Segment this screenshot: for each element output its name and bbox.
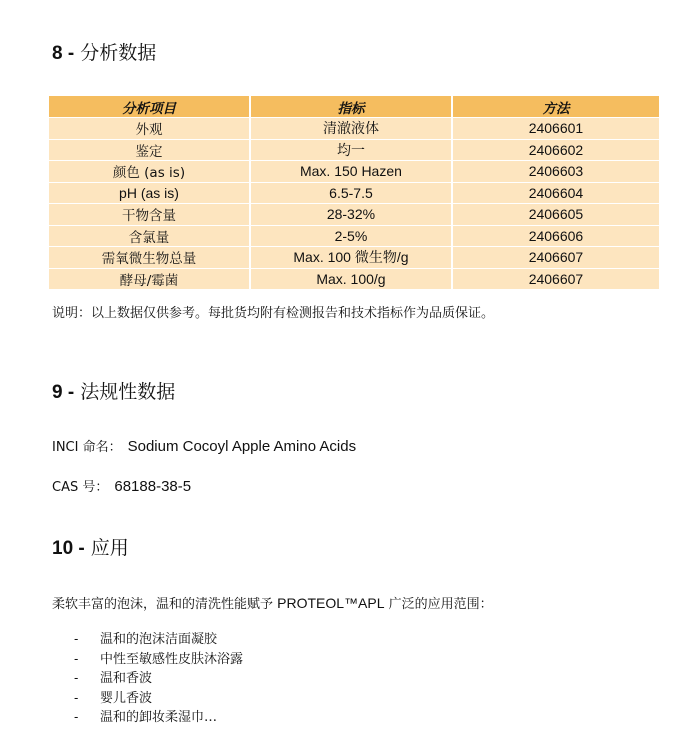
list-item-text: 温和的卸妆柔湿巾… <box>100 710 218 725</box>
section-8-heading <box>52 38 156 65</box>
header-item: 分析项目 <box>49 96 249 117</box>
cell-spec: Max. 100 微生物/g <box>251 246 451 268</box>
cell-method: 2406601 <box>453 117 659 139</box>
list-item <box>52 649 243 669</box>
section-9-heading <box>52 377 175 404</box>
cell-spec: 清澈液体 <box>251 117 451 139</box>
section-number: 9 - <box>52 382 75 403</box>
section-title: 分析数据 <box>80 42 157 64</box>
cell-spec: 均一 <box>251 139 451 161</box>
section-title: 应用 <box>90 537 129 559</box>
section-10-heading <box>52 533 129 560</box>
bullet-dash: - <box>74 670 79 685</box>
table-row <box>49 182 659 204</box>
table-row <box>49 225 659 247</box>
table-row <box>49 246 659 268</box>
applications-intro <box>52 593 493 612</box>
list-item-text: 婴儿香波 <box>100 690 153 706</box>
cell-spec: 2-5% <box>251 225 451 247</box>
cell-method: 2406602 <box>453 139 659 161</box>
cell-method: 2406605 <box>453 203 659 225</box>
list-item-text: 温和香波 <box>100 671 153 686</box>
cell-spec: Max. 150 Hazen <box>251 160 451 182</box>
cell-item: 需氧微生物总量 <box>49 246 249 268</box>
bullet-dash: - <box>74 631 79 646</box>
inci-value: Sodium Cocoyl Apple Amino Acids <box>127 438 357 455</box>
header-method: 方法 <box>453 96 659 117</box>
list-item <box>52 688 243 708</box>
table-row <box>49 117 659 139</box>
cas-label: CAS 号： <box>52 480 109 495</box>
section-title: 法规性数据 <box>80 381 176 403</box>
inci-label: INCI 命名： <box>52 440 122 455</box>
cell-method: 2406607 <box>453 268 659 290</box>
cell-item: 酵母/霉菌 <box>49 268 249 290</box>
cell-method: 2406604 <box>453 182 659 204</box>
list-item-text: 温和的泡沫洁面凝胶 <box>100 632 218 647</box>
bullet-dash: - <box>74 689 79 705</box>
intro-text-start: 柔软丰富的泡沫，温和的清洗性能赋予 <box>52 597 274 612</box>
disclaimer-note: 说明：以上数据仅供参考。每批货均附有检测报告和技术指标作为品质保证。 <box>52 306 495 321</box>
list-item <box>52 668 243 688</box>
applications-list <box>52 629 243 727</box>
cell-method: 2406606 <box>453 225 659 247</box>
intro-text-end: 广泛的应用范围： <box>388 597 493 612</box>
cell-spec: 6.5-7.5 <box>251 182 451 204</box>
section-number: 10 - <box>52 538 85 559</box>
cell-spec: 28-32% <box>251 203 451 225</box>
table-header-row <box>49 96 659 117</box>
table-row <box>49 139 659 161</box>
bullet-dash: - <box>74 650 79 666</box>
cell-method: 2406607 <box>453 246 659 268</box>
list-item <box>52 707 243 727</box>
cell-spec: Max. 100/g <box>251 268 451 290</box>
cell-method: 2406603 <box>453 160 659 182</box>
header-spec: 指标 <box>251 96 451 117</box>
cell-item: 鉴定 <box>49 139 249 161</box>
cas-number-line <box>52 476 191 495</box>
list-item-text: 中性至敏感性皮肤沐浴露 <box>100 651 244 667</box>
section-number: 8 - <box>52 43 75 64</box>
cell-item: pH (as is) <box>49 182 249 204</box>
cell-item: 含氯量 <box>49 225 249 247</box>
table-row <box>49 268 659 290</box>
table-row <box>49 160 659 182</box>
table-row <box>49 203 659 225</box>
bullet-dash: - <box>74 709 79 724</box>
cas-value: 68188-38-5 <box>114 478 192 495</box>
analysis-table <box>47 96 661 289</box>
cell-item: 颜色 (as is) <box>49 160 249 182</box>
list-item <box>52 629 243 649</box>
product-name: PROTEOL™APL <box>277 595 385 611</box>
inci-name-line <box>52 436 356 455</box>
cell-item: 干物含量 <box>49 203 249 225</box>
cell-item: 外观 <box>49 117 249 139</box>
